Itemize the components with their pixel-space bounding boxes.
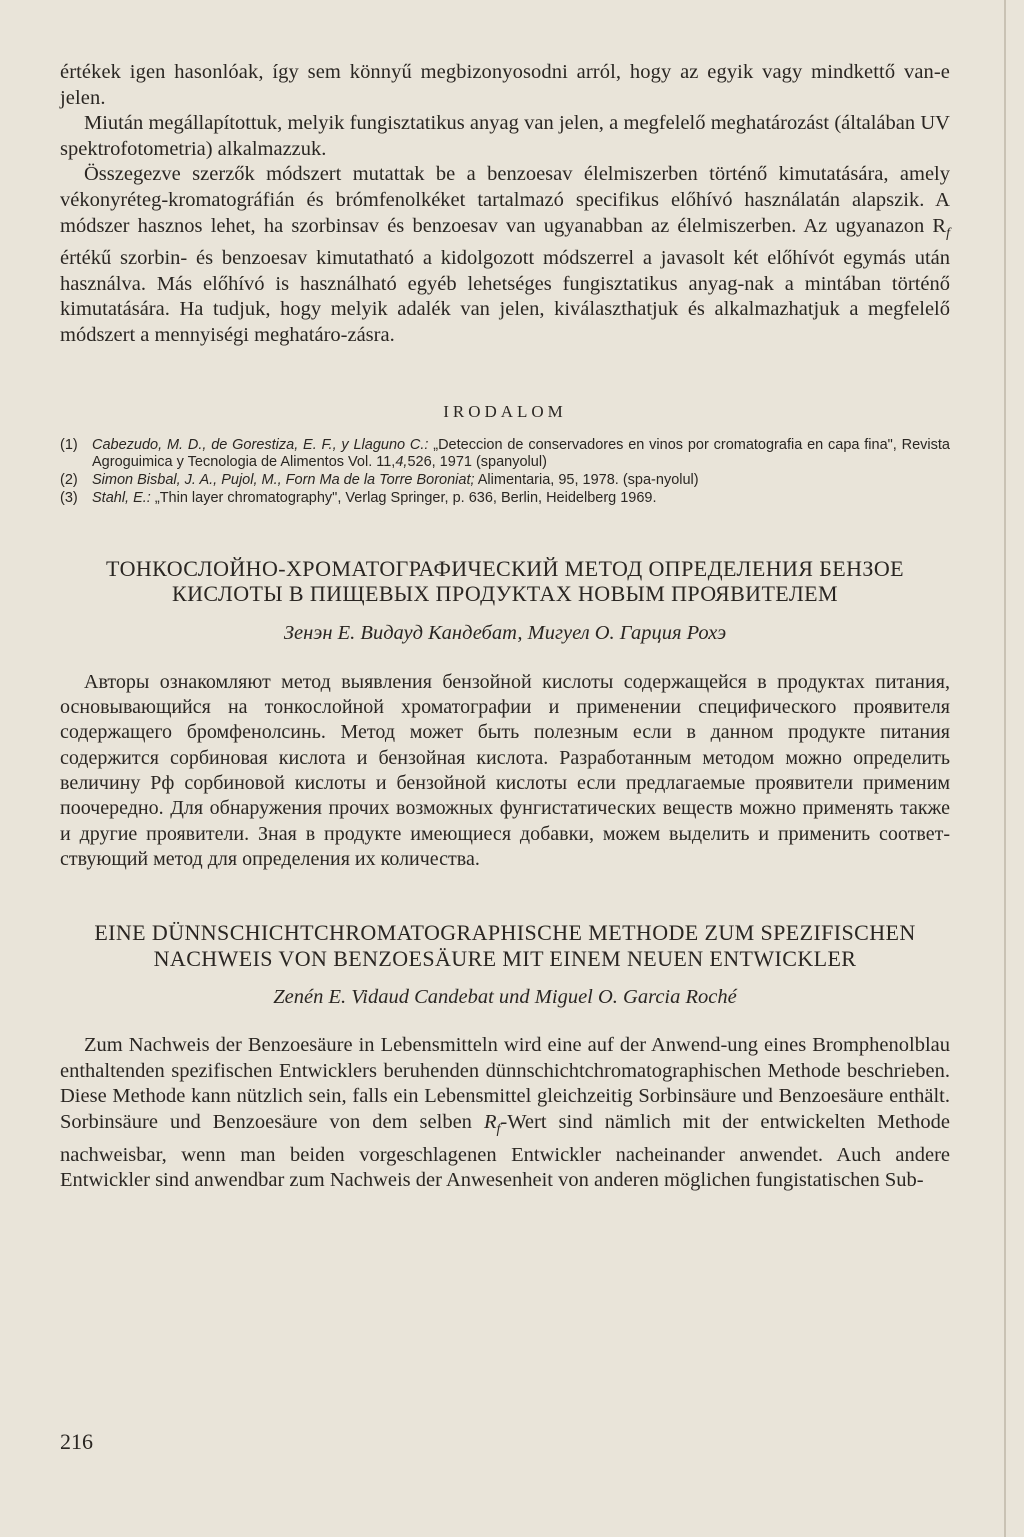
reference-body: Alimentaria, 95, 1978. (spa-nyolul) bbox=[474, 472, 699, 489]
german-abstract bbox=[60, 1033, 950, 1194]
hu-paragraph-2: Miután megállapítottuk, melyik fungisztatikus anyag van jelen, a megfelelő meghatározást (általában UV spektrofotometria) alkalmazzuk. bbox=[60, 112, 950, 160]
page-edge-line bbox=[1004, 0, 1006, 1537]
reference-item bbox=[60, 437, 950, 473]
reference-authors: Stahl, E.: bbox=[92, 490, 151, 507]
reference-authors: Simon Bisbal, J. A., Pujol, M., Forn Ma de la Torre Boroniat; bbox=[92, 472, 475, 489]
reference-issue: 4, bbox=[395, 454, 408, 471]
rf-subscript: f bbox=[946, 225, 950, 241]
reference-authors: Cabezudo, M. D., de Gorestiza, E. F., y Llaguno C.: bbox=[92, 436, 429, 453]
references-list bbox=[60, 437, 950, 508]
reference-number: (2) bbox=[60, 472, 78, 489]
reference-body: „Thin layer chromatography", Verlag Springer, p. 636, Berlin, Heidelberg 1969. bbox=[150, 490, 657, 507]
reference-body: „Deteccion de conservadores en vinos por cromatografia en capa fina", Revista Agroguimica y Tecnologia de Alimentos Vol. 11, bbox=[92, 436, 950, 471]
reference-text bbox=[92, 472, 950, 490]
hu-paragraph-3-part-b: értékű szorbin- és benzoesav kimutatható a kidolgozott módszerrel a javasolt két előhívót egymás után használva. Más előhívó is használható egyéb lehetséges fungisztatikus anyag-nak a mintában történő kimutatására. Ha tudjuk, hogy melyik adalék van jelen, kiválaszthatjuk és alkalmazhatjuk a megfelelő módszert a mennyiségi meghatáro-zásra. bbox=[60, 247, 950, 347]
hu-paragraph-3-part-a: Összegezve szerzők módszert mutattak be a benzoesav élelmiszerben történő kimutatására, amely vékonyréteg-kromatográfián és brómfenolkéket tartalmazó specifikus előhívó használatán alapszik. A módszer hasznos lehet, ha szorbinsav és benzoesav van ugyanabban az élelmiszerben. Az ugyanazon R bbox=[60, 163, 950, 237]
german-abstract-part-b: -Wert sind nämlich mit der entwickelten Methode nachweisbar, wenn man beiden vorgeschlagenen Entwickler nacheinander anwendet. Auch andere Entwickler sind anwendbar zum Nachweis der Anwesenheit von anderen möglichen fungistatischen Sub- bbox=[60, 1110, 950, 1192]
german-authors: Zenén E. Vidaud Candebat und Miguel O. Garcia Roché bbox=[273, 986, 737, 1009]
references-heading: IRODALOM bbox=[443, 401, 567, 421]
russian-authors: Зенэн Е. Видауд Кандебат, Мигуел О. Гарция Рохэ bbox=[283, 621, 727, 644]
german-rf-subscript: f bbox=[496, 1122, 501, 1138]
german-title: EINE DÜNNSCHICHTCHROMATOGRAPHISCHE METHODE ZUM SPEZIFISCHEN NACHWEIS VON BENZOESÄURE MIT EINEM NEUEN ENTWICKLER bbox=[94, 920, 916, 971]
russian-title: ТОНКОСЛОЙНО-ХРОМАТОГРАФИЧЕСКИЙ МЕТОД ОПРЕДЕЛЕНИЯ БЕНЗОЕ КИСЛОТЫ В ПИЩЕВЫХ ПРОДУКТАХ НОВЫМ ПРОЯВИТЕЛЕМ bbox=[106, 555, 904, 607]
reference-item bbox=[60, 472, 950, 490]
russian-abstract: Авторы ознакомляют метод выявления бензойной кислоты содержащейся в продуктах питания, основывающийся на тонкослойной хроматографии и применении специфического проявителя содержащего бромфенолсинь. Метод может быть полезным если в данном продукте питания содержится сорбиновая кислота и бензойная кислота. Разработанным методом можно определить величину Рф сорбиновой кислоты и бензойной кислоты если предлагаемые проявители применим поочередно. Для обнаружения прочих возможных фунгистатических веществ можно применять также и другие проявители. Зная в продукте имеющиеся добавки, можем выделить и применить соответ-ствующий метод для определения их количества. bbox=[60, 670, 950, 870]
reference-text bbox=[92, 490, 950, 508]
hu-paragraph-1: értékek igen hasonlóak, így sem könnyű megbizonyosodni arról, hogy az egyik vagy mindkettő van-e jelen. bbox=[60, 61, 950, 109]
reference-item bbox=[60, 490, 950, 508]
hu-paragraph-3 bbox=[60, 162, 950, 348]
reference-tail: 526, 1971 (spanyolul) bbox=[407, 454, 547, 471]
german-rf-symbol: R bbox=[483, 1110, 497, 1133]
page bbox=[60, 60, 950, 1520]
reference-number: (1) bbox=[60, 436, 78, 453]
german-abstract-part-a: Zum Nachweis der Benzoesäure in Lebensmitteln wird eine auf der Anwend-ung eines Bromphenolblau enthaltenden spezifischen Entwicklers beruhenden dünnschichtchromatographischen Methode beschrieben. Diese Methode kann nützlich sein, falls ein Lebensmittel gleichzeitig Sorbinsäure und Benzoesäure enthält. Sorbinsäure und Benzoesäure von dem selben bbox=[60, 1034, 950, 1133]
page-number: 216 bbox=[60, 1429, 93, 1454]
reference-text bbox=[92, 437, 950, 473]
reference-number: (3) bbox=[60, 490, 78, 507]
